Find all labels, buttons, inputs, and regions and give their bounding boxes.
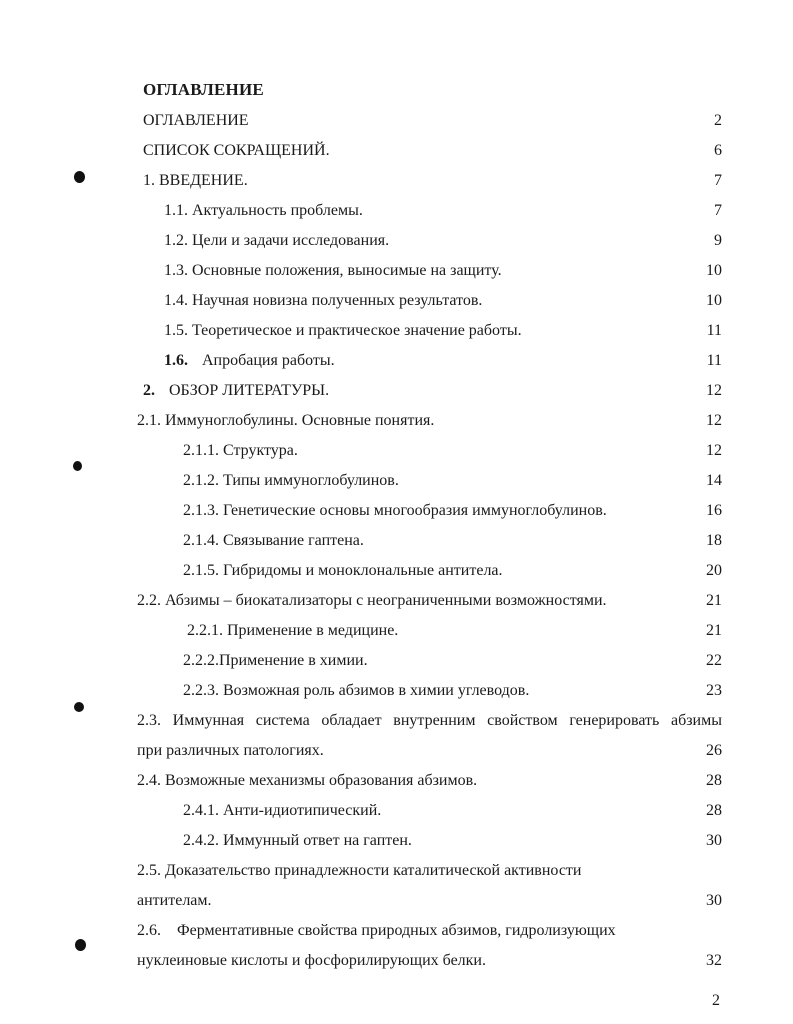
toc-entry-page: 10 [706,292,722,309]
toc-entry [0,676,793,706]
toc-entry-text: 1.4. Научная новизна полученных результатов. [164,292,483,309]
toc-entry [0,526,793,556]
toc-entry-text-line1: 2.3. Иммунная система обладает внутренним свойством генерировать абзимы [137,712,722,729]
table-of-contents [0,106,793,976]
toc-entry-page: 11 [706,352,722,369]
toc-entry [0,286,793,316]
toc-entry-text: 2.2.3. Возможная роль абзимов в химии углеводов. [183,682,530,699]
toc-heading: ОГЛАВЛЕНИЕ [143,80,264,99]
toc-entry [0,376,793,406]
scan-hole-mark [74,702,84,712]
scan-hole-mark [73,461,82,471]
toc-entry-page: 7 [714,202,722,219]
toc-entry-page: 10 [706,262,722,279]
toc-entry-page: 16 [706,502,722,519]
toc-entry-page: 30 [706,832,722,849]
toc-entry-text [143,376,329,406]
toc-entry-title: Апробация работы. [202,352,335,369]
toc-entry-text: 1.2. Цели и задачи исследования. [164,232,390,249]
toc-entry-text-line2: нуклеиновые кислоты и фосфорилирующих белки. [137,952,486,969]
toc-entry-text: 2.4.1. Анти-идиотипический. [183,802,382,819]
toc-entry-page: 6 [714,142,722,159]
toc-entry-text: 1.3. Основные положения, выносимые на защиту. [164,262,502,279]
toc-entry [0,406,793,436]
toc-entry-text: 2.1.5. Гибридомы и моноклональные антитела. [183,562,503,579]
toc-entry [0,556,793,586]
toc-entry-text: 2.1.2. Типы иммуноглобулинов. [183,472,399,489]
toc-entry-page: 28 [706,802,722,819]
toc-entry [0,766,793,796]
toc-entry-text: 1. ВВЕДЕНИЕ. [143,172,248,189]
toc-entry-text: 1.5. Теоретическое и практическое значение работы. [164,322,522,339]
toc-entry-page: 21 [706,622,722,639]
toc-entry-text: 2.4.2. Иммунный ответ на гаптен. [183,832,412,849]
scan-hole-mark [74,171,85,183]
toc-entry-page: 28 [706,772,722,789]
toc-entry-text: 1.1. Актуальность проблемы. [164,202,363,219]
toc-entry [0,136,793,166]
toc-entry [0,916,793,976]
toc-entry [0,586,793,616]
toc-entry-text-line1: 2.6. Ферментативные свойства природных абзимов, гидролизующих [137,922,616,939]
toc-entry-page: 22 [706,652,722,669]
toc-entry-page: 11 [706,322,722,339]
toc-entry [0,106,793,136]
toc-entry-text-line2: при различных патологиях. [137,742,324,759]
page-number: 2 [712,992,720,1009]
toc-entry-page: 12 [706,442,722,459]
toc-entry-text [164,346,335,376]
toc-entry-page: 12 [706,382,722,399]
toc-entry-page: 2 [714,112,722,129]
toc-entry-page: 9 [714,232,722,249]
toc-entry-text: 2.2.1. Применение в медицине. [187,622,399,639]
toc-entry-page: 20 [706,562,722,579]
toc-entry [0,226,793,256]
toc-entry-text: ОГЛАВЛЕНИЕ [143,112,249,129]
toc-entry-page: 12 [706,412,722,429]
toc-entry-text: СПИСОК СОКРАЩЕНИЙ. [143,142,330,159]
toc-entry-page: 30 [706,892,722,909]
toc-entry [0,316,793,346]
toc-entry-label: 1.6. [164,352,188,369]
toc-entry-text-line2: антителам. [137,892,212,909]
toc-entry-text: 2.4. Возможные механизмы образования абзимов. [137,772,478,789]
toc-entry-text: 2.1.3. Генетические основы многообразия иммуноглобулинов. [183,502,607,519]
toc-entry-text: 2.1. Иммуноглобулины. Основные понятия. [137,412,435,429]
toc-entry [0,826,793,856]
toc-entry-page: 21 [706,592,722,609]
toc-entry-page: 18 [706,532,722,549]
toc-entry-text-line1: 2.5. Доказательство принадлежности каталитической активности [137,862,582,879]
toc-entry [0,796,793,826]
scan-hole-mark [75,939,86,951]
toc-entry-page: 14 [706,472,722,489]
toc-entry-text: 2.1.4. Связывание гаптена. [183,532,364,549]
toc-entry-title: ОБЗОР ЛИТЕРАТУРЫ. [169,382,330,399]
toc-entry [0,466,793,496]
toc-entry [0,706,793,766]
toc-entry [0,616,793,646]
toc-entry-text: 2.1.1. Структура. [183,442,298,459]
toc-entry [0,646,793,676]
toc-entry-page: 7 [714,172,722,189]
toc-entry [0,196,793,226]
toc-entry-text: 2.2. Абзимы – биокатализаторы с неограниченными возможностями. [137,592,607,609]
toc-entry-page: 23 [706,682,722,699]
toc-entry [0,856,793,916]
toc-entry-text: 2.2.2.Применение в химии. [183,652,368,669]
toc-entry-label: 2. [143,382,155,399]
toc-entry [0,256,793,286]
toc-entry [0,436,793,466]
toc-entry-page: 32 [706,952,722,969]
toc-entry [0,166,793,196]
toc-entry-page: 26 [706,742,722,759]
toc-entry [0,496,793,526]
toc-entry [0,346,793,376]
